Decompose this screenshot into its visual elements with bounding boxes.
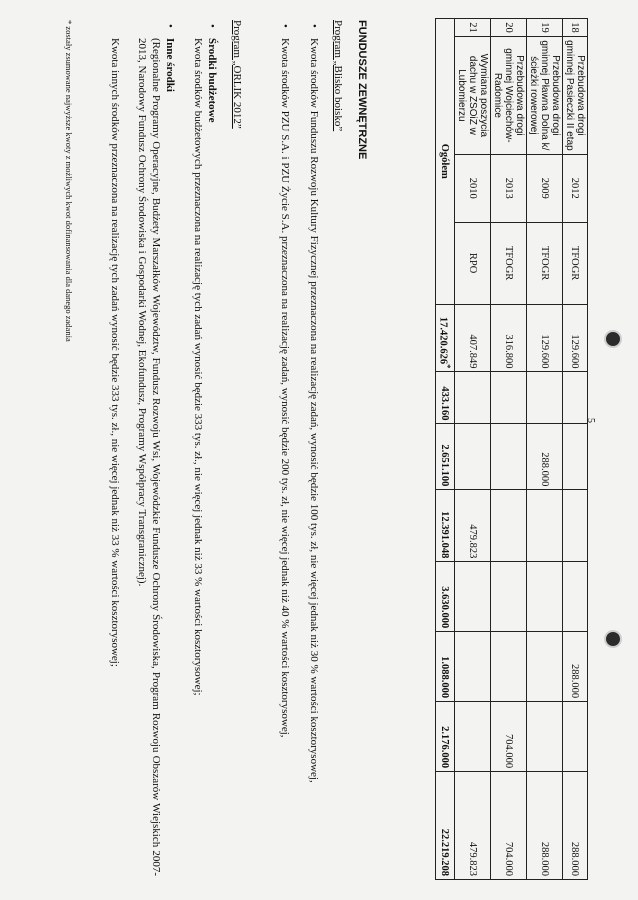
amount-cell	[563, 424, 588, 490]
budget-table	[435, 18, 588, 880]
total-amount-cell	[436, 304, 455, 372]
amount-cell	[491, 632, 527, 702]
other-heading: Inne środki	[164, 38, 176, 92]
total-label: Ogółem	[436, 19, 455, 305]
task-name: Wymiana poszycia dachu w ZSOiZ w Lubomierzu	[455, 36, 491, 154]
total-amount-cell: 433.160	[436, 372, 455, 424]
year-cell: 2010	[455, 154, 491, 222]
amount-cell	[527, 632, 563, 702]
bullet-icon: •	[308, 24, 320, 28]
page-number: 5	[585, 418, 596, 423]
row-no: 19	[527, 19, 563, 37]
amount-cell	[455, 702, 491, 772]
amount-cell	[563, 372, 588, 424]
program-title: Program „ORLIK 2012”	[231, 20, 243, 129]
source-cell: TFOGR	[491, 222, 527, 304]
total-amount-cell: 3.630.000	[436, 562, 455, 632]
total-row	[436, 19, 455, 880]
table-row	[563, 19, 588, 880]
amount-cell	[455, 372, 491, 424]
total-cell: 288.000	[527, 772, 563, 880]
footnote-mark: *	[442, 364, 453, 369]
punch-hole	[604, 330, 622, 348]
amount-cell	[491, 490, 527, 562]
amount-cell: 479.823	[455, 490, 491, 562]
amount-cell: 288.000	[527, 424, 563, 490]
row-no: 18	[563, 19, 588, 37]
other-amount-text: Kwota innych środków przeznaczona na realizację tych zadań wynosić będzie 333 tys. zł., nie więcej jednak niż 33 % wartości kosztorysowej;	[109, 38, 121, 667]
amount-cell	[563, 702, 588, 772]
total-amount: 17.420.626	[437, 316, 449, 365]
bullet-icon: •	[279, 24, 291, 28]
program-bullet: Kwota środków Funduszu Rozwoju Kultury Fizycznej przeznaczona na realizację zadań, wynosić będzie 100 tys. zł, nie więcej jednak niż 30 % wartości kosztorysowej,	[308, 38, 320, 783]
source-cell: RPO	[455, 222, 491, 304]
program-title: Program „Blisko boisko”	[332, 20, 344, 132]
amount-cell: 129.600	[527, 304, 563, 372]
total-cell: 479.823	[455, 772, 491, 880]
table-row	[527, 19, 563, 880]
grand-total-cell: 22.219.208	[436, 772, 455, 880]
amount-cell	[527, 490, 563, 562]
table-row	[491, 19, 527, 880]
amount-cell	[491, 372, 527, 424]
amount-cell: 288.000	[563, 632, 588, 702]
program-bullet: Kwota środków PZU S.A. i PZU Życie S.A. przeznaczona na realizację zadań, wynosić będzie 200 tys. zł, nie więcej jednak niż 40 % wartości kosztorysowej,	[279, 38, 291, 738]
budget-text: Kwota środków budżetowych przeznaczona na realizację tych zadań wynosić będzie 333 tys. zł., nie więcej jednak niż 33 % wartości kosztorysowej;	[192, 38, 204, 696]
total-amount-cell: 2.651.100	[436, 424, 455, 490]
source-cell: TFOGR	[563, 222, 588, 304]
punch-hole	[604, 630, 622, 648]
amount-cell	[563, 490, 588, 562]
amount-cell	[563, 562, 588, 632]
table-row	[455, 19, 491, 880]
amount-cell: 316.800	[491, 304, 527, 372]
year-cell: 2009	[527, 154, 563, 222]
bullet-icon: •	[206, 24, 218, 28]
total-amount-cell: 12.391.048	[436, 490, 455, 562]
total-amount-cell: 1.088.000	[436, 632, 455, 702]
task-name: Przebudowa drogi gminnej Pasieczki II etap	[563, 36, 588, 154]
year-cell: 2012	[563, 154, 588, 222]
year-cell: 2013	[491, 154, 527, 222]
amount-cell	[527, 702, 563, 772]
amount-cell: 129.600	[563, 304, 588, 372]
amount-cell	[527, 562, 563, 632]
task-name: Przebudowa drogi gminnej Wojciechów- Radomice	[491, 36, 527, 154]
source-cell: TFOGR	[527, 222, 563, 304]
total-amount-cell: 2.176.000	[436, 702, 455, 772]
amount-cell	[455, 424, 491, 490]
total-cell: 704.000	[491, 772, 527, 880]
other-text: (Regionalne Programy Operacyjne, Budżety Marszałków Województw, Fundusz Rozwoju Wsi, Wojewódzkie Fundusze Ochrony Środowiska, Program Rozwoju Obszarów Wiejskich 2007-2013, Narodowy Fundusz Ochrony Środowiska i Gospodarki Wodnej, Ekofundusz, Programy Współpracy Transgranicznej).	[136, 38, 162, 876]
rotated-content	[28, 18, 588, 878]
amount-cell	[455, 632, 491, 702]
row-no: 20	[491, 19, 527, 37]
amount-cell	[491, 424, 527, 490]
amount-cell: 704.000	[491, 702, 527, 772]
footnote: * zostały zsumowane najwyższe kwoty z możliwych kwot dofinansowania dla danego zadania	[64, 20, 74, 342]
amount-cell	[455, 562, 491, 632]
amount-cell	[491, 562, 527, 632]
bullet-icon: •	[164, 24, 176, 28]
total-cell: 288.000	[563, 772, 588, 880]
amount-cell: 407.849	[455, 304, 491, 372]
task-name: Przebudowa drogi gminnej Pławna Dolna k/ ścieżki rowerowej	[527, 36, 563, 154]
section-heading: FUNDUSZE ZEWNĘTRZNE	[356, 20, 368, 160]
amount-cell	[527, 372, 563, 424]
budget-heading: Środki budżetowe	[206, 38, 218, 123]
row-no: 21	[455, 19, 491, 37]
